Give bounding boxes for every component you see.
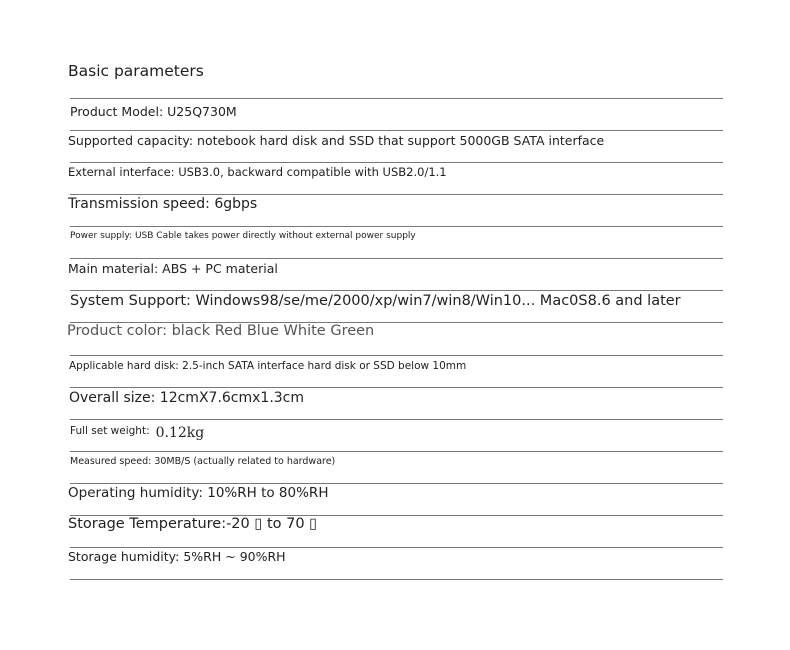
param-external-interface (68, 162, 723, 194)
param-main-material (68, 258, 723, 290)
param-label: Full set weight: (70, 425, 150, 437)
weight-value: 0.12kg (155, 425, 205, 441)
param-system-support (68, 290, 723, 322)
param-text (70, 422, 205, 441)
param-text: External interface: USB3.0, backward compatible with USB2.0/1.1 (68, 165, 447, 179)
param-text: Applicable hard disk: 2.5-inch SATA interface hard disk or SSD below 10mm (69, 360, 467, 372)
param-text: System Support: Windows98/se/me/2000/xp/win7/win8/Win10... Mac0S8.6 and later (70, 293, 681, 309)
param-text: Measured speed: 30MB/S (actually related to hardware) (70, 456, 336, 467)
param-storage-temperature (68, 515, 723, 547)
section-title: Basic parameters (68, 62, 204, 80)
param-text: Power supply: USB Cable takes power directly without external power supply (70, 231, 416, 241)
param-text: Overall size: 12cmX7.6cmx1.3cm (69, 390, 305, 406)
param-power-supply (68, 226, 723, 258)
param-overall-size (68, 387, 723, 419)
param-text: Main material: ABS + PC material (68, 261, 278, 276)
param-product-color (68, 322, 723, 354)
param-transmission-speed (68, 194, 723, 226)
param-applicable-hard-disk (68, 355, 723, 387)
param-full-set-weight (68, 419, 723, 451)
param-text: Operating humidity: 10%RH to 80%RH (68, 485, 329, 501)
divider (70, 579, 723, 580)
param-operating-humidity (68, 483, 723, 515)
param-text: Storage humidity: 5%RH ~ 90%RH (68, 549, 286, 564)
param-text: Product color: black Red Blue White Green (67, 323, 375, 339)
param-product-model (68, 98, 723, 130)
param-storage-humidity (68, 547, 723, 579)
param-text: Product Model: U25Q730M (70, 104, 237, 119)
param-supported-capacity (68, 130, 723, 162)
param-text: Supported capacity: notebook hard disk and SSD that support 5000GB SATA interface (68, 133, 605, 148)
param-text: Storage Temperature:-20 ▯ to 70 ▯ (68, 516, 318, 532)
param-measured-speed (68, 451, 723, 483)
param-text: Transmission speed: 6gbps (68, 196, 258, 212)
